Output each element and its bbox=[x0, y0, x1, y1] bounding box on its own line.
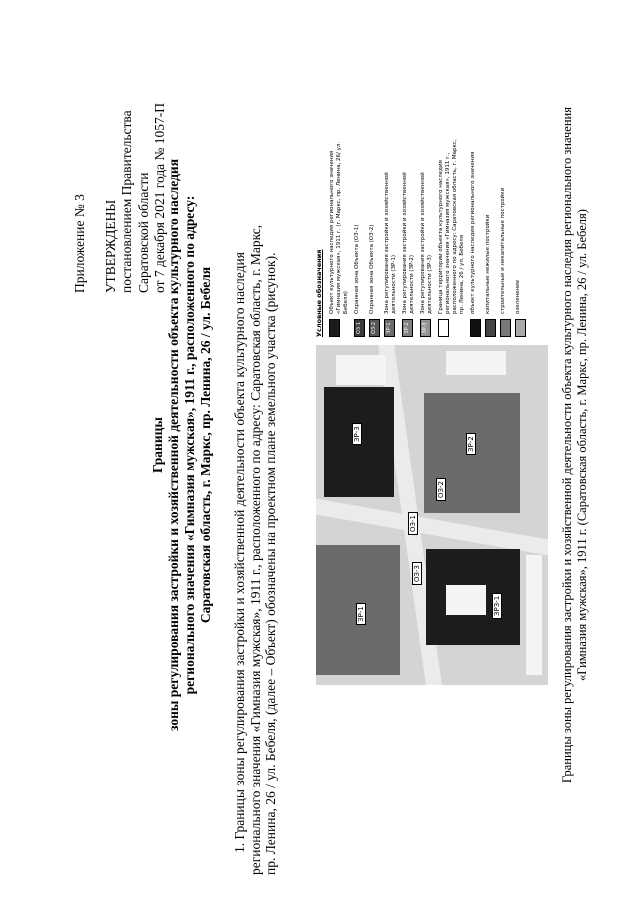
paragraph-line-3: пр. Ленина, 26 / ул. Бебеля, (далее – Объект) обозначены на проектном плане земельного участка (рисунок). bbox=[263, 252, 278, 875]
object-building bbox=[446, 585, 486, 615]
legend-item bbox=[329, 137, 350, 337]
legend-item-text: Зона регулирования застройки и хозяйственной деятельности (ЗР-2) bbox=[402, 172, 415, 314]
map-building-2 bbox=[446, 351, 506, 375]
map-label-zrz1: ЗРЗ-1 bbox=[492, 593, 502, 619]
legend-item-text: Граница территории объекта культурного наследия регионального значения «Гимназия мужская», 1911 г., расположенного по адресу: Саратовская область, г. Маркс, пр. Ленина, 26 / ул. Бебеля bbox=[438, 139, 465, 314]
legend-item-text: Охранная зона Объекта (ОЗ-2) bbox=[369, 224, 375, 314]
legend-item bbox=[369, 137, 380, 337]
legend-item bbox=[402, 137, 416, 337]
legend-swatch: ЗР-2 bbox=[402, 319, 413, 337]
legend-swatch: ЗР-1 bbox=[384, 319, 395, 337]
map-label-zr2: ЗР-2 bbox=[466, 433, 476, 455]
map-building-3 bbox=[526, 555, 542, 675]
legend-item bbox=[500, 137, 511, 337]
paragraph-line-1: 1. Границы зоны регулирования застройки и хозяйственной деятельности объекта культурного наследия bbox=[232, 252, 247, 853]
title-line-2: зоны регулирования застройки и хозяйственной деятельности объекта культурного наследия bbox=[166, 159, 181, 731]
legend-swatch bbox=[500, 319, 511, 337]
document-title bbox=[150, 25, 214, 865]
legend-item bbox=[384, 137, 398, 337]
legend-swatch: ОЗ-1 bbox=[354, 319, 365, 337]
legend-item bbox=[420, 137, 434, 337]
caption-line-2: «Гимназия мужская», 1911 г. (Саратовская область, г. Маркс, пр. Ленина, 26 / ул. Бебеля) bbox=[575, 209, 589, 681]
legend-item-text: Зона регулирования застройки и хозяйственной деятельности (ЗР-3) bbox=[420, 172, 433, 314]
map-label-oz3: ОЗ-3 bbox=[412, 562, 422, 585]
map-label-oz2: ОЗ-2 bbox=[436, 478, 446, 501]
paragraph-line-2: регионального значения «Гимназия мужская», 1911 г., расположенного по адресу: Саратовская область, г. Маркс, bbox=[247, 224, 263, 875]
legend-item-text: капитальные нежилые постройки bbox=[485, 214, 491, 314]
legend-item bbox=[438, 137, 466, 337]
legend-swatch bbox=[515, 319, 526, 337]
legend-swatch: ОЗ-2 bbox=[369, 319, 380, 337]
legend-title: Условные обозначения bbox=[315, 249, 323, 337]
legend-swatch bbox=[485, 319, 496, 337]
legend-swatch bbox=[438, 319, 449, 337]
legend-item-text: строительные и некапитальные постройки bbox=[500, 187, 506, 314]
legend-item-text: Объект культурного наследия регионального значения «Гимназия мужская», 1911 г. (г. Маркс, пр. Ленина, 26/ ул. Бебеля) bbox=[329, 141, 349, 314]
map-label-zr1: ЗР-1 bbox=[356, 603, 366, 625]
map-building-1 bbox=[336, 355, 386, 385]
body-paragraph bbox=[232, 25, 279, 875]
legend-item-text: Охранная зона Объекта (ОЗ-1) bbox=[354, 224, 360, 314]
legend-item bbox=[470, 137, 481, 337]
legend-item bbox=[354, 137, 365, 337]
site-plan-map bbox=[316, 345, 548, 685]
appendix-number: Приложение № 3 bbox=[72, 194, 87, 293]
legend-item bbox=[485, 137, 496, 337]
map-label-oz1: ОЗ-1 bbox=[408, 512, 418, 535]
title-line-4: Саратовская область, г. Маркс, пр. Ленина, 26 / ул. Бебеля bbox=[198, 266, 213, 624]
approved-date: от 7 декабря 2021 года № 1057-П bbox=[152, 102, 167, 293]
legend-item-text: озеленение bbox=[515, 279, 521, 314]
approved-line-1: постановлением Правительства bbox=[119, 110, 134, 293]
legend-swatch bbox=[470, 319, 481, 337]
legend-list bbox=[329, 137, 526, 337]
legend-item-text: объект культурного наследия регионального значения bbox=[470, 151, 476, 314]
title-line-1: Границы bbox=[150, 417, 165, 473]
caption-line-1: Границы зоны регулирования застройки и хозяйственной деятельности объекта культурного наследия регионального значения bbox=[560, 107, 574, 783]
map-label-zr3: ЗР-3 bbox=[352, 423, 362, 445]
title-line-3: регионального значения «Гимназия мужская», 1911 г., расположенного по адресу: bbox=[182, 195, 197, 695]
legend-item-text: Зона регулирования застройки и хозяйственной деятельности (ЗР-1) bbox=[384, 172, 397, 314]
map-legend bbox=[316, 137, 548, 337]
approved-label: УТВЕРЖДЕНЫ bbox=[102, 199, 118, 293]
figure-caption bbox=[560, 65, 590, 825]
approved-line-2: Саратовской области bbox=[135, 172, 151, 293]
legend-item bbox=[515, 137, 526, 337]
legend-swatch: ЗР-3 bbox=[420, 319, 431, 337]
legend-swatch bbox=[329, 319, 340, 337]
